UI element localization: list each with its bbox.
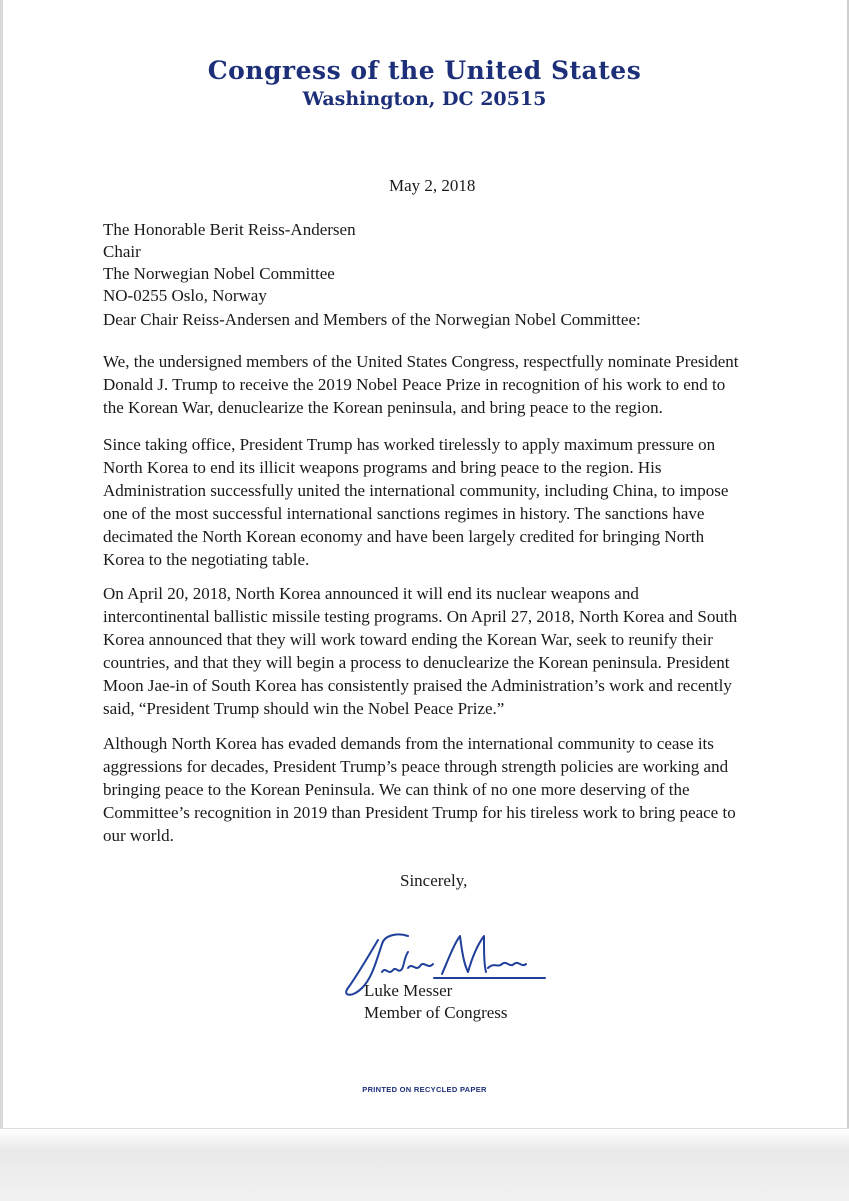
scan-left-edge xyxy=(0,0,3,1200)
letterhead-title: Congress of the United States xyxy=(207,56,642,85)
scan-bottom-shadow xyxy=(0,1128,849,1201)
signer-title: Member of Congress xyxy=(364,1003,508,1022)
recipient-role: Chair xyxy=(103,242,141,261)
closing: Sincerely, xyxy=(400,871,468,890)
signer-name: Luke Messer xyxy=(364,981,453,1000)
recipient-organization: The Norwegian Nobel Committee xyxy=(103,264,335,283)
body-paragraph: We, the undersigned members of the United States Congress, respectfully nominate President Donald J. Trump to receive the 2019 Nobel Peace Prize in recognition of his work to end to the Korean War, denuclearize the Korean peninsula, and bring peace to the region. xyxy=(103,352,739,417)
letter-date: May 2, 2018 xyxy=(389,176,476,195)
recipient-name: The Honorable Berit Reiss-Andersen xyxy=(103,220,356,239)
letterhead-address: Washington, DC 20515 xyxy=(302,88,547,110)
body-paragraph: On April 20, 2018, North Korea announced it will end its nuclear weapons and intercontinental ballistic missile testing programs. On April 27, 2018, North Korea and South Korea announced that they will work toward ending the Korean War, seek to reunify their countries, and that they will begin a process to denuclearize the Korean peninsula. President Moon Jae-in of South Korea has consistently praised the Administration’s work and recently said, “President Trump should win the Nobel Peace Prize.” xyxy=(103,584,738,718)
salutation: Dear Chair Reiss-Andersen and Members of the Norwegian Nobel Committee: xyxy=(103,310,641,329)
body-paragraph: Although North Korea has evaded demands from the international community to cease its aggressions for decades, President Trump’s peace through strength policies are working and bringing peace to the Korean Peninsula. We can think of no one more deserving of the Committee’s recognition in 2019 than President Trump for his tireless work to bring peace to our world. xyxy=(103,734,736,845)
recycled-paper-note: PRINTED ON RECYCLED PAPER xyxy=(362,1085,487,1094)
recipient-location: NO-0255 Oslo, Norway xyxy=(103,286,267,305)
body-paragraph: Since taking office, President Trump has worked tirelessly to apply maximum pressure on North Korea to end its illicit weapons programs and bring peace to the region. His Administration successfully united the international community, including China, to impose one of the most successful international sanctions regimes in history. The sanctions have decimated the North Korean economy and have been largely credited for bringing North Korea to the negotiating table. xyxy=(103,435,729,569)
recipient-address-block xyxy=(103,219,356,307)
